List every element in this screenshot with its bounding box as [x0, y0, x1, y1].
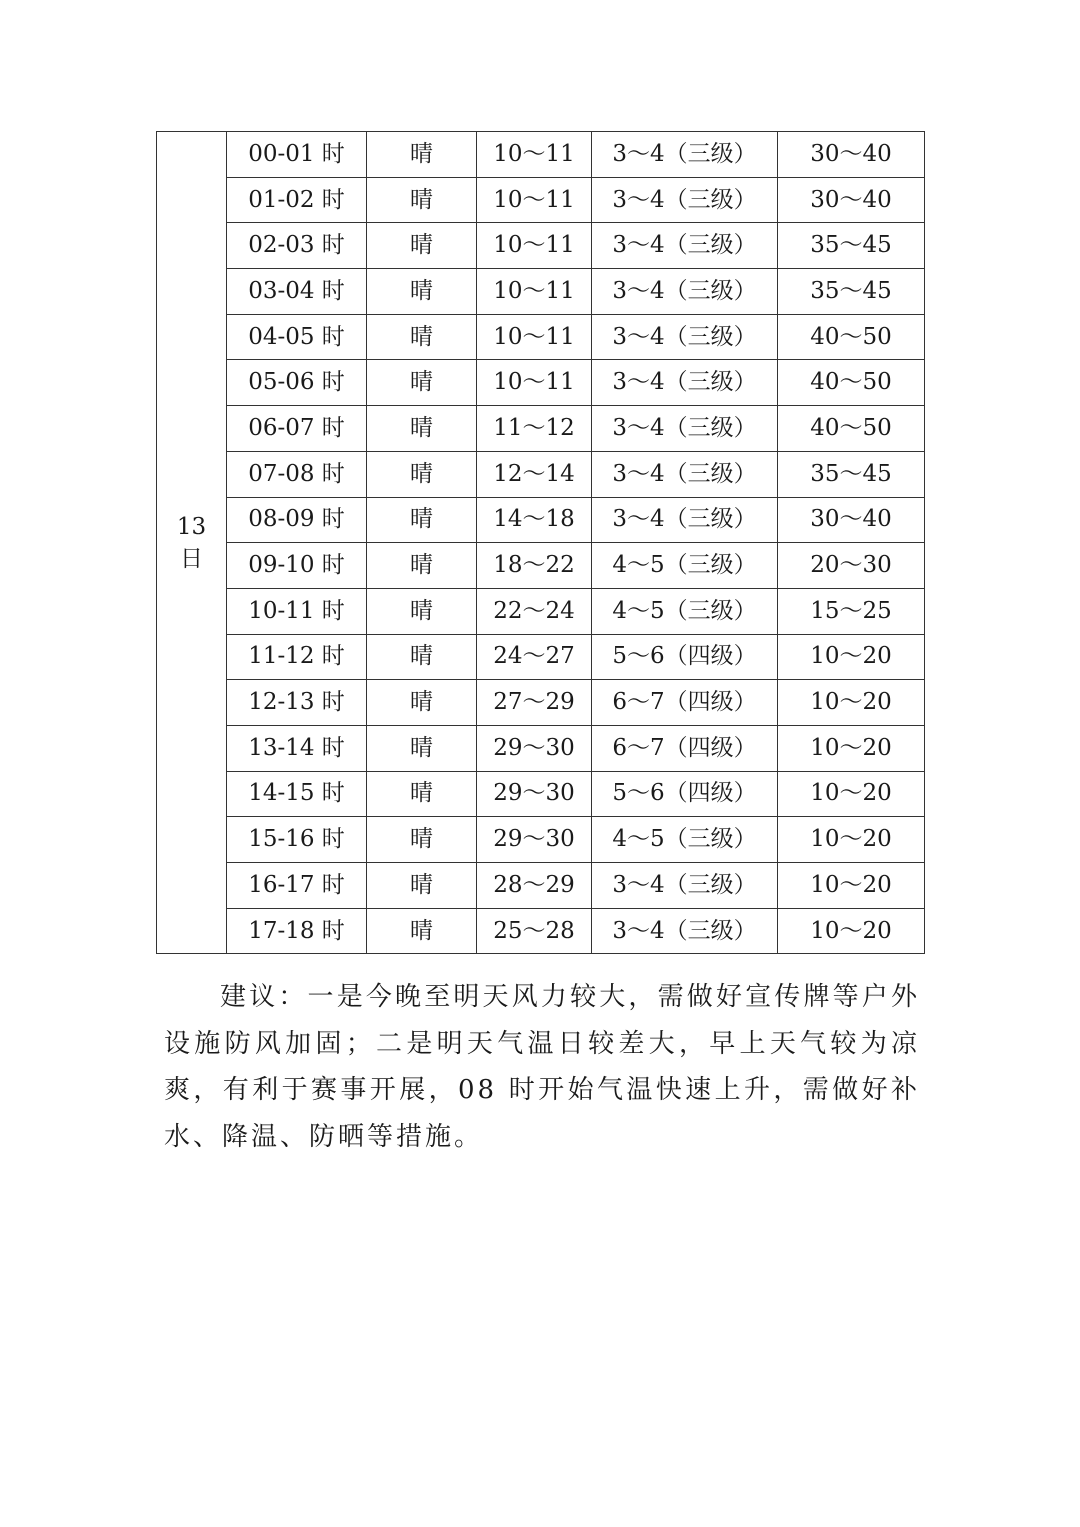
- time-cell: 15-16 时: [227, 817, 367, 863]
- weather-cell: 晴: [367, 269, 477, 315]
- temperature-cell: 10～11: [477, 223, 592, 269]
- temperature-cell: 14～18: [477, 497, 592, 543]
- weather-cell: 晴: [367, 725, 477, 771]
- humidity-cell: 35～45: [778, 451, 925, 497]
- wind-cell: 5～6（四级）: [592, 634, 778, 680]
- wind-cell: 4～5（三级）: [592, 817, 778, 863]
- table-row: [157, 497, 925, 543]
- wind-cell: 3～4（三级）: [592, 269, 778, 315]
- time-cell: 03-04 时: [227, 269, 367, 315]
- table-row: [157, 177, 925, 223]
- table-row: [157, 771, 925, 817]
- weather-cell: 晴: [367, 132, 477, 178]
- table-row: [157, 360, 925, 406]
- time-cell: 00-01 时: [227, 132, 367, 178]
- table-row: [157, 725, 925, 771]
- temperature-cell: 27～29: [477, 680, 592, 726]
- table-row: [157, 634, 925, 680]
- forecast-table-body: [157, 132, 925, 954]
- temperature-cell: 29～30: [477, 725, 592, 771]
- table-row: [157, 269, 925, 315]
- weather-cell: 晴: [367, 177, 477, 223]
- humidity-cell: 40～50: [778, 314, 925, 360]
- weather-cell: 晴: [367, 497, 477, 543]
- table-row: [157, 451, 925, 497]
- time-cell: 06-07 时: [227, 406, 367, 452]
- time-cell: 09-10 时: [227, 543, 367, 589]
- weather-cell: 晴: [367, 406, 477, 452]
- time-cell: 05-06 时: [227, 360, 367, 406]
- weather-cell: 晴: [367, 451, 477, 497]
- humidity-cell: 10～20: [778, 771, 925, 817]
- humidity-cell: 30～40: [778, 132, 925, 178]
- table-row: [157, 543, 925, 589]
- weather-cell: 晴: [367, 817, 477, 863]
- weather-cell: 晴: [367, 634, 477, 680]
- temperature-cell: 10～11: [477, 132, 592, 178]
- humidity-cell: 10～20: [778, 817, 925, 863]
- wind-cell: 6～7（四级）: [592, 725, 778, 771]
- humidity-cell: 30～40: [778, 177, 925, 223]
- humidity-cell: 35～45: [778, 223, 925, 269]
- temperature-cell: 22～24: [477, 588, 592, 634]
- table-row: [157, 680, 925, 726]
- temperature-cell: 29～30: [477, 771, 592, 817]
- temperature-cell: 25～28: [477, 908, 592, 954]
- temperature-cell: 10～11: [477, 177, 592, 223]
- hourly-forecast-table: [156, 131, 925, 954]
- weather-cell: 晴: [367, 680, 477, 726]
- temperature-cell: 28～29: [477, 863, 592, 909]
- table-row: [157, 223, 925, 269]
- time-cell: 02-03 时: [227, 223, 367, 269]
- humidity-cell: 20～30: [778, 543, 925, 589]
- table-row: [157, 908, 925, 954]
- temperature-cell: 10～11: [477, 314, 592, 360]
- temperature-cell: 11～12: [477, 406, 592, 452]
- wind-cell: 6～7（四级）: [592, 680, 778, 726]
- humidity-cell: 10～20: [778, 908, 925, 954]
- time-cell: 04-05 时: [227, 314, 367, 360]
- wind-cell: 4～5（三级）: [592, 588, 778, 634]
- wind-cell: 3～4（三级）: [592, 223, 778, 269]
- time-cell: 14-15 时: [227, 771, 367, 817]
- temperature-cell: 18～22: [477, 543, 592, 589]
- wind-cell: 3～4（三级）: [592, 497, 778, 543]
- table-row: [157, 588, 925, 634]
- day-unit: 日: [180, 545, 203, 572]
- time-cell: 08-09 时: [227, 497, 367, 543]
- humidity-cell: 30～40: [778, 497, 925, 543]
- time-cell: 17-18 时: [227, 908, 367, 954]
- advice-paragraph: 建议：一是今晚至明天风力较大，需做好宣传牌等户外设施防风加固；二是明天气温日较差大，早上天气较为凉爽，有利于赛事开展，08 时开始气温快速上升，需做好补水、降温、防晒等措施。: [164, 982, 920, 1152]
- humidity-cell: 15～25: [778, 588, 925, 634]
- temperature-cell: 24～27: [477, 634, 592, 680]
- time-cell: 01-02 时: [227, 177, 367, 223]
- humidity-cell: 35～45: [778, 269, 925, 315]
- weather-cell: 晴: [367, 223, 477, 269]
- humidity-cell: 10～20: [778, 725, 925, 771]
- wind-cell: 3～4（三级）: [592, 314, 778, 360]
- time-cell: 11-12 时: [227, 634, 367, 680]
- wind-cell: 3～4（三级）: [592, 406, 778, 452]
- time-cell: 12-13 时: [227, 680, 367, 726]
- temperature-cell: 12～14: [477, 451, 592, 497]
- wind-cell: 4～5（三级）: [592, 543, 778, 589]
- table-row: [157, 817, 925, 863]
- day-number: 13: [176, 513, 207, 540]
- table-row: [157, 314, 925, 360]
- table-row: [157, 132, 925, 178]
- weather-cell: 晴: [367, 543, 477, 589]
- temperature-cell: 29～30: [477, 817, 592, 863]
- time-cell: 10-11 时: [227, 588, 367, 634]
- weather-cell: 晴: [367, 314, 477, 360]
- humidity-cell: 10～20: [778, 863, 925, 909]
- table-row: [157, 863, 925, 909]
- humidity-cell: 40～50: [778, 360, 925, 406]
- table-row: [157, 406, 925, 452]
- wind-cell: 3～4（三级）: [592, 360, 778, 406]
- humidity-cell: 10～20: [778, 634, 925, 680]
- time-cell: 16-17 时: [227, 863, 367, 909]
- wind-cell: 3～4（三级）: [592, 908, 778, 954]
- weather-cell: 晴: [367, 908, 477, 954]
- humidity-cell: 10～20: [778, 680, 925, 726]
- weather-cell: 晴: [367, 360, 477, 406]
- wind-cell: 3～4（三级）: [592, 863, 778, 909]
- day-cell: [157, 132, 227, 954]
- weather-cell: 晴: [367, 588, 477, 634]
- wind-cell: 3～4（三级）: [592, 177, 778, 223]
- time-cell: 13-14 时: [227, 725, 367, 771]
- temperature-cell: 10～11: [477, 269, 592, 315]
- wind-cell: 5～6（四级）: [592, 771, 778, 817]
- time-cell: 07-08 时: [227, 451, 367, 497]
- temperature-cell: 10～11: [477, 360, 592, 406]
- wind-cell: 3～4（三级）: [592, 132, 778, 178]
- wind-cell: 3～4（三级）: [592, 451, 778, 497]
- weather-cell: 晴: [367, 771, 477, 817]
- humidity-cell: 40～50: [778, 406, 925, 452]
- weather-cell: 晴: [367, 863, 477, 909]
